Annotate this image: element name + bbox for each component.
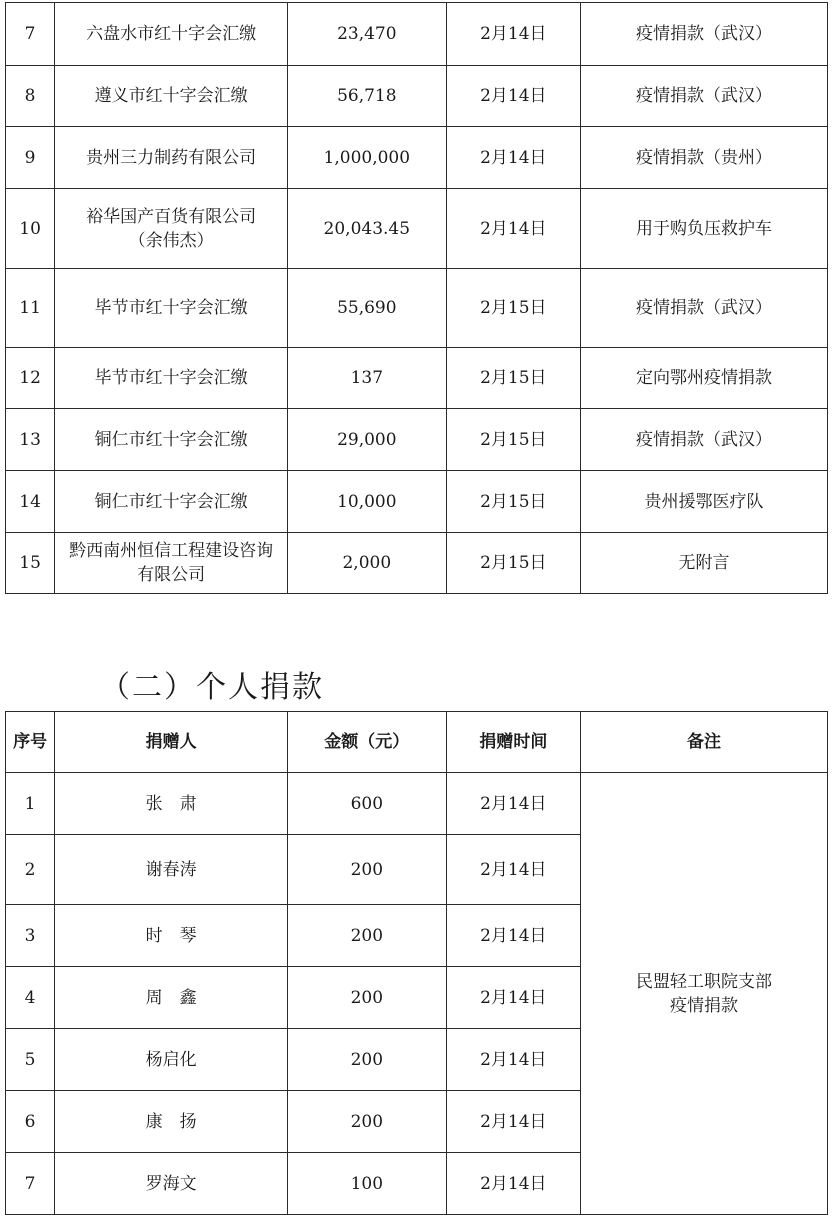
cell-donor xyxy=(55,269,288,348)
cell-no: 6 xyxy=(6,1091,55,1153)
cell-no: 11 xyxy=(6,269,55,348)
donor-line: 遵义市红十字会汇缴 xyxy=(94,86,248,106)
table-row xyxy=(6,773,828,835)
cell-donor xyxy=(55,66,288,127)
header-amount: 金额（元） xyxy=(288,712,447,773)
header-donor: 捐赠人 xyxy=(55,712,288,773)
cell-donor xyxy=(55,127,288,189)
table-row xyxy=(6,409,828,471)
cell-no: 5 xyxy=(6,1029,55,1091)
cell-date: 2月15日 xyxy=(446,409,580,471)
cell-donor xyxy=(55,348,288,409)
cell-date: 2月14日 xyxy=(446,835,580,905)
cell-date: 2月14日 xyxy=(446,3,580,66)
cell-date: 2月14日 xyxy=(446,189,580,269)
cell-date: 2月15日 xyxy=(446,348,580,409)
table-row xyxy=(6,127,828,189)
cell-amount: 200 xyxy=(288,1091,447,1153)
cell-no: 12 xyxy=(6,348,55,409)
cell-date: 2月14日 xyxy=(446,127,580,189)
table-row xyxy=(6,189,828,269)
cell-donor: 周 鑫 xyxy=(55,967,288,1029)
table-row xyxy=(6,66,828,127)
donor-line: 贵州三力制药有限公司 xyxy=(86,147,257,168)
cell-amount: 2,000 xyxy=(288,533,447,594)
cell-donor: 时 琴 xyxy=(55,905,288,967)
cell-date: 2月14日 xyxy=(446,905,580,967)
individual-donations-table xyxy=(5,711,828,1215)
cell-date: 2月15日 xyxy=(446,533,580,594)
org-table-body xyxy=(6,3,828,594)
cell-donor xyxy=(55,409,288,471)
cell-no: 8 xyxy=(6,66,55,127)
cell-amount: 56,718 xyxy=(288,66,447,127)
cell-amount: 29,000 xyxy=(288,409,447,471)
table-header-row xyxy=(6,712,828,773)
cell-note: 疫情捐款（贵州） xyxy=(581,127,828,189)
table-row xyxy=(6,3,828,66)
cell-amount: 137 xyxy=(288,348,447,409)
donor-line: 毕节市红十字会汇缴 xyxy=(94,298,248,318)
cell-amount: 200 xyxy=(288,905,447,967)
cell-amount: 20,043.45 xyxy=(288,189,447,269)
cell-note: 疫情捐款（武汉） xyxy=(581,409,828,471)
cell-amount: 10,000 xyxy=(288,471,447,533)
cell-amount: 23,470 xyxy=(288,3,447,66)
cell-note: 定向鄂州疫情捐款 xyxy=(581,348,828,409)
cell-note: 用于购负压救护车 xyxy=(581,189,828,269)
cell-amount: 200 xyxy=(288,967,447,1029)
cell-donor xyxy=(55,189,288,269)
donor-line: 黔西南州恒信工程建设咨询 xyxy=(69,541,274,561)
header-note: 备注 xyxy=(581,712,828,773)
cell-date: 2月14日 xyxy=(446,1029,580,1091)
cell-no: 9 xyxy=(6,127,55,189)
note-line: 疫情捐款 xyxy=(670,995,739,1016)
cell-note: 贵州援鄂医疗队 xyxy=(581,471,828,533)
cell-date: 2月14日 xyxy=(446,773,580,835)
cell-donor xyxy=(55,471,288,533)
cell-no: 3 xyxy=(6,905,55,967)
cell-note: 疫情捐款（武汉） xyxy=(581,3,828,66)
donor-line: 裕华国产百货有限公司 xyxy=(86,206,257,227)
header-no: 序号 xyxy=(6,712,55,773)
donor-line: 铜仁市红十字会汇缴 xyxy=(94,429,248,450)
donor-line: 有限公司 xyxy=(137,565,206,585)
section-title: （二）个人捐款 xyxy=(100,670,324,705)
cell-donor: 张 肃 xyxy=(55,773,288,835)
cell-no: 10 xyxy=(6,189,55,269)
cell-date: 2月15日 xyxy=(446,471,580,533)
cell-note: 疫情捐款（武汉） xyxy=(581,66,828,127)
cell-no: 7 xyxy=(6,3,55,66)
donor-line: 六盘水市红十字会汇缴 xyxy=(86,24,257,44)
ind-table-body xyxy=(6,773,828,1215)
cell-date: 2月14日 xyxy=(446,967,580,1029)
cell-no: 13 xyxy=(6,409,55,471)
table-row xyxy=(6,533,828,594)
cell-donor xyxy=(55,533,288,594)
note-line: 民盟轻工职院支部 xyxy=(636,971,773,992)
cell-amount: 200 xyxy=(288,835,447,905)
cell-note: 无附言 xyxy=(581,533,828,594)
table-row xyxy=(6,269,828,348)
cell-date: 2月15日 xyxy=(446,269,580,348)
cell-amount: 200 xyxy=(288,1029,447,1091)
header-date: 捐赠时间 xyxy=(446,712,580,773)
cell-donor: 康 扬 xyxy=(55,1091,288,1153)
cell-donor: 杨启化 xyxy=(55,1029,288,1091)
cell-amount: 1,000,000 xyxy=(288,127,447,189)
cell-date: 2月14日 xyxy=(446,66,580,127)
table-row xyxy=(6,471,828,533)
cell-no: 7 xyxy=(6,1153,55,1215)
organization-donations-table xyxy=(5,2,828,594)
cell-no: 14 xyxy=(6,471,55,533)
cell-no: 15 xyxy=(6,533,55,594)
donor-line: 毕节市红十字会汇缴 xyxy=(94,368,248,388)
cell-note: 疫情捐款（武汉） xyxy=(581,269,828,348)
donor-line: 铜仁市红十字会汇缴 xyxy=(94,491,248,512)
cell-no: 4 xyxy=(6,967,55,1029)
donor-line: （余伟杰） xyxy=(128,230,214,251)
cell-date: 2月14日 xyxy=(446,1153,580,1215)
cell-donor xyxy=(55,3,288,66)
cell-amount: 100 xyxy=(288,1153,447,1215)
cell-donor: 罗海文 xyxy=(55,1153,288,1215)
cell-donor: 谢春涛 xyxy=(55,835,288,905)
cell-amount: 600 xyxy=(288,773,447,835)
cell-date: 2月14日 xyxy=(446,1091,580,1153)
cell-no: 1 xyxy=(6,773,55,835)
table-row xyxy=(6,348,828,409)
merged-note-cell xyxy=(581,773,828,1215)
cell-no: 2 xyxy=(6,835,55,905)
cell-amount: 55,690 xyxy=(288,269,447,348)
